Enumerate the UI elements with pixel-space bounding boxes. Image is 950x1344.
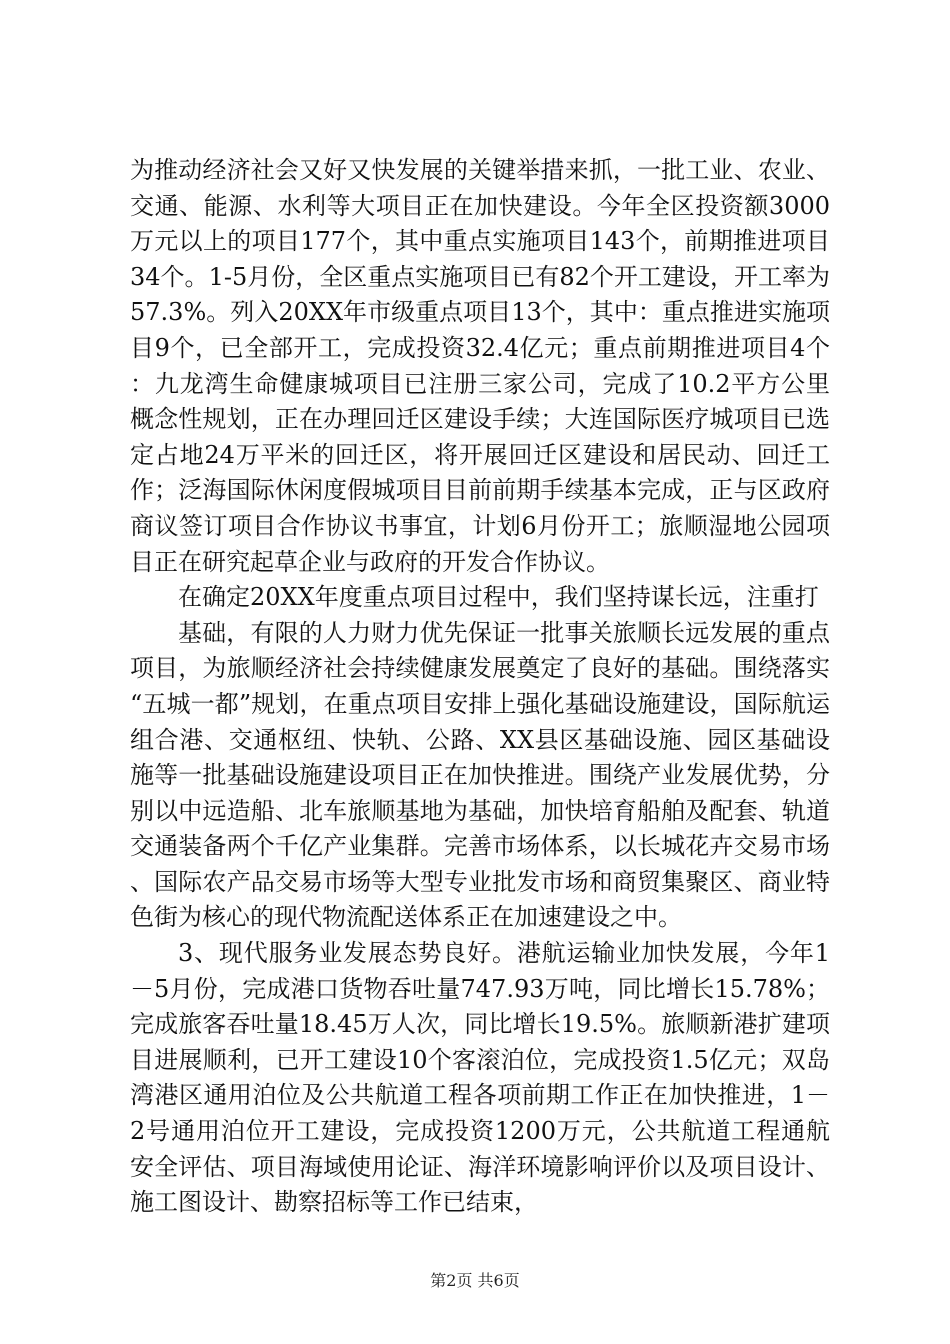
paragraph-4: 3、现代服务业发展态势良好。港航运输业加快发展，今年1－5月份，完成港口货物吞吐量747.93万吨，同比增长15.78%；完成旅客吞吐量18.45万人次，同比增长19.5%。旅顺新港扩建项目进展顺利，已开工建设10个客滚泊位，完成投资1.5亿元；双岛湾港区通用泊位及公共航道工程各项前期工作正在加快推进，1－2号通用泊位开工建设，完成投资1200万元，公共航道工程通航安全评估、项目海域使用论证、海洋环境影响评价以及项目设计、施工图设计、勘察招标等工作已结束， [130,939,830,1217]
paragraph-1: 为推动经济社会又好又快发展的关键举措来抓，一批工业、农业、交通、能源、水利等大项目正在加快建设。今年全区投资额3000万元以上的项目177个，其中重点实施项目143个，前期推进项目34个。1-5月份，全区重点实施项目已有82个开工建设，开工率为57.3%。列入20XX年市级重点项目13个，其中：重点推进实施项目9个，已全部开工，完成投资32.4亿元；重点前期推进项目4个：九龙湾生命健康城项目已注册三家公司，完成了10.2平方公里概念性规划，正在办理回迁区建设手续；大连国际医疗城项目已选定占地24万平米的回迁区，将开展回迁区建设和居民动、回迁工作；泛海国际休闲度假城项目目前前期手续基本完成，正与区政府商议签订项目合作协议书事宜，计划6月份开工；旅顺湿地公园项目正在研究起草企业与政府的开发合作协议。 [130,156,830,576]
paragraph-2: 在确定20XX年度重点项目过程中，我们坚持谋长远，注重打 [178,583,819,612]
paragraph-3: 基础，有限的人力财力优先保证一批事关旅顺长远发展的重点项目，为旅顺经济社会持续健康发展奠定了良好的基础。围绕落实“五城一都”规划，在重点项目安排上强化基础设施建设，国际航运组合港、交通枢纽、快轨、公路、XX县区基础设施、园区基础设施等一批基础设施建设项目正在加快推进。围绕产业发展优势，分别以中远造船、北车旅顺基地为基础，加快培育船舶及配套、轨道交通装备两个千亿产业集群。完善市场体系，以长城花卉交易市场、国际农产品交易市场等大型专业批发市场和商贸集聚区、商业特色街为核心的现代物流配送体系正在加速建设之中。 [130,618,830,932]
document-body [130,153,830,1221]
page-footer: 第2页 共6页 [430,1271,520,1290]
